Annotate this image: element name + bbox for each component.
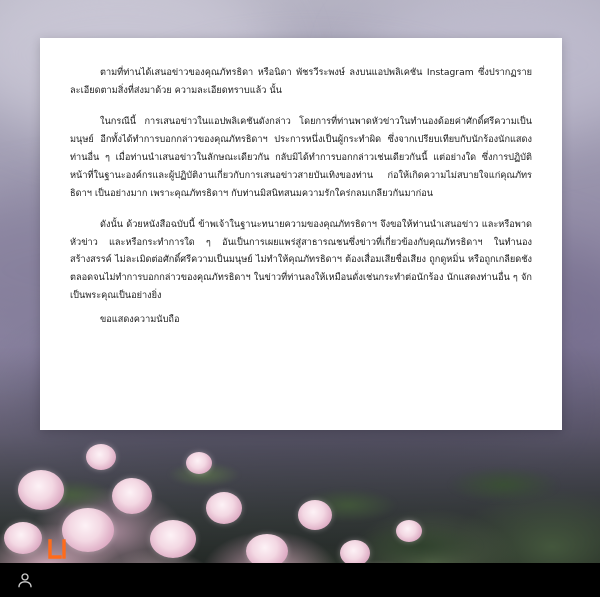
statement-signoff: ขอแสดงความนับถือ xyxy=(100,314,180,326)
blossom xyxy=(86,444,116,470)
blossom xyxy=(396,520,422,542)
blossom xyxy=(18,470,64,510)
blossom xyxy=(4,522,42,554)
statement-paragraph: ตามที่ท่านได้เสนอข่าวของคุณภัทรธิดา หรือนิดา พัชรวีระพงษ์ ลงบนแอปพลิเคชัน Instagram ซึ่งปรากฏรายละเอียดตามสิ่งที่ส่งมาด้วย ความละเอียดทราบแล้ว นั้น xyxy=(70,67,532,96)
blossom xyxy=(206,492,242,524)
statement-paragraph: ดังนั้น ด้วยหนังสือฉบับนี้ ข้าพเจ้าในฐานะทนายความของคุณภัทรธิดาฯ จึงขอให้ท่านนำเสนอข่าว และหรือพาดหัวข่าว และหรือกระทำการใด ๆ อันเป็นการเผยแพร่สู่สาธารณชนซึ่งข่าวที่เกี่ยวข้องกับคุณภัทรธิดาฯ ในทำนองสร้างสรรค์ ไม่ละเมิดต่อศักดิ์ศรีความเป็นมนุษย์ ไม่ทำให้คุณภัทรธิดาฯ ต้องเสื่อมเสียชื่อเสียง ถูกดูหมิ่น หรือถูกเกลียดชัง ตลอดจนไม่ทำการบอกกล่าวของคุณภัทรธิดาฯ ในข่าวที่ท่านลงให้เหมือนดั่งเช่นกระทำต่อนักร้อง นักแสดงท่านอื่น ๆ จักเป็นพระคุณเป็นอย่างยิ่ง xyxy=(70,218,532,302)
blossom xyxy=(150,520,196,558)
blossom xyxy=(186,452,212,474)
statement-paragraph: ในกรณีนี้ การเสนอข่าวในแอปพลิเคชันดังกล่าว โดยการที่ท่านพาดหัวข่าวในทำนองด้อยค่าศักดิ์ศรีความเป็นมนุษย์ อีกทั้งได้ทำการบอกกล่าวของคุณภัทรธิดาฯ ประการหนึ่งเป็นผู้กระทำผิด ซึ่งจากเปรียบเทียบกับนักร้องนักแสดงท่านอื่น ๆ เมื่อท่านนำเสนอข่าวในลักษณะเดียวกัน กลับมิได้ทำการบอกกล่าวเช่นเดียวกันนี้ แต่อย่างใด ซึ่งการปฏิบัติหน้าที่ในฐานะองค์กรและผู้ปฏิบัติงานเกี่ยวกับการเสนอข่าวสายบันเทิงของท่าน ก่อให้เกิดความไม่สบายใจแก่คุณภัทรธิดาฯ เป็นอย่างมาก เพราะคุณภัทรธิดาฯ กับท่านมิสนิทสนมความรักใคร่กลมเกลียวกันมาก่อน xyxy=(70,115,532,199)
bottom-action-bar xyxy=(0,563,600,597)
instagram-wordmark-icon xyxy=(48,539,74,561)
person-icon[interactable] xyxy=(14,569,36,591)
statement-card xyxy=(40,38,562,430)
blossom xyxy=(298,500,332,530)
blossom xyxy=(112,478,152,514)
